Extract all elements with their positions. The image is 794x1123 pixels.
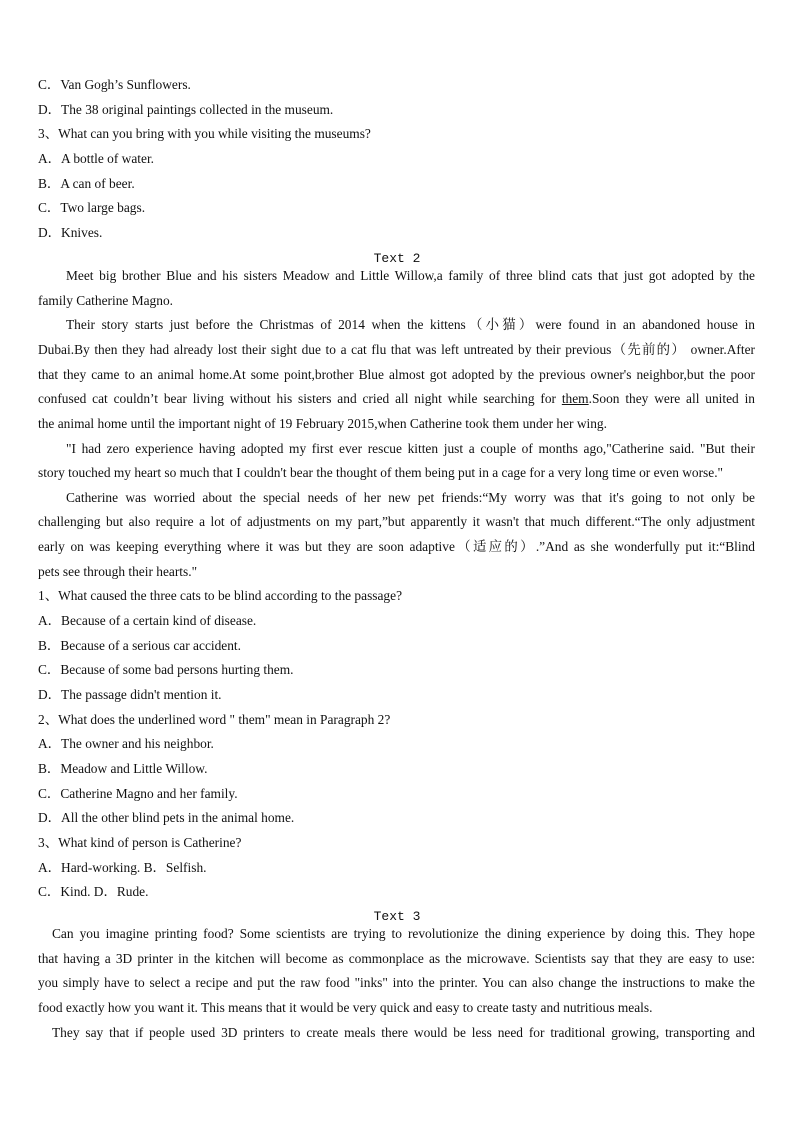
answer-option: C．Two large bags. [38,200,146,215]
paragraph-line: Catherine was worried about the special needs of her new pet friends:“My worry was that it's going to not only be [66,490,755,505]
paragraph-line: that they came to an animal home.At some point,brother Blue almost got adopted by the previous owner's neighbor,but the poor [38,367,755,382]
paragraph-line: the animal home until the important night of 19 February 2015,when Catherine took them under her wing. [38,416,607,431]
paragraph-line: Dubai.By then they had already lost their sight due to a cat flu that was left untreated by their previous（先前的） owner.After [38,342,755,357]
paragraph-line: early on was keeping everything where it was but they are soon adaptive（适应的）.”And as she wonderfully put it:“Blind [38,539,755,554]
paragraph-line: that having a 3D printer in the kitchen will become as commonplace as the microwave. Scientists say that they are easy to use: [38,951,755,966]
answer-option: C．Because of some bad persons hurting them. [38,662,294,677]
answer-option: A．A bottle of water. [38,151,155,166]
answer-option: A．Because of a certain kind of disease. [38,613,257,628]
answer-option: D．All the other blind pets in the animal home. [38,810,295,825]
answer-option: B．Meadow and Little Willow. [38,761,208,776]
answer-option: D．Knives. [38,225,103,240]
paragraph-line: food exactly how you want it. This means that it would be very quick and easy to create tasty and nutritious meals. [38,1000,653,1015]
paragraph-line: Can you imagine printing food? Some scientists are trying to revolutionize the dining experience by doing this. They hope [52,926,755,941]
answer-option: C．Catherine Magno and her family. [38,786,238,801]
underlined-word: them [561,391,589,406]
paragraph-line: story touched my heart so much that I couldn't bear the thought of them being put in a cage for a very long time or even worse." [38,465,724,480]
question: 3、What can you bring with you while visiting the museums? [38,126,371,141]
paragraph-line: pets see through their hearts." [38,564,198,579]
paragraph-line: "I had zero experience having adopted my first ever rescue kitten just a couple of months ago,"Catherine said. "But their [66,441,755,456]
paragraph-line: Meet big brother Blue and his sisters Meadow and Little Willow,a family of three blind cats that just got adopted by the [66,268,755,283]
question: 3、What kind of person is Catherine? [38,835,242,850]
answer-option: C．Kind. D．Rude. [38,884,149,899]
answer-option: A．The owner and his neighbor. [38,736,214,751]
paragraph-line: Their story starts just before the Christmas of 2014 when the kittens（小猫）were found in an abandoned house in [66,317,755,332]
paragraph-line: They say that if people used 3D printers to create meals there would be less need for traditional growing, transporting and [52,1025,755,1040]
section-title: Text 2 [373,251,421,266]
question: 2、What does the underlined word " them" mean in Paragraph 2? [38,712,391,727]
answer-option: A．Hard-working. B．Selfish. [38,860,207,875]
answer-option: D．The 38 original paintings collected in the museum. [38,102,334,117]
paragraph-line: confused cat couldn’t bear living without his sisters and cried all night while searching for them.Soon they were all united in [38,391,755,406]
answer-option: D．The passage didn't mention it. [38,687,222,702]
answer-option: C．Van Gogh’s Sunflowers. [38,77,191,92]
answer-option: B．Because of a serious car accident. [38,638,242,653]
section-title: Text 3 [373,909,421,924]
answer-option: B．A can of beer. [38,176,135,191]
paragraph-line: you simply have to select a recipe and put the raw food "inks" into the printer. You can also change the instructions to make the [38,975,755,990]
paragraph-line: family Catherine Magno. [38,293,173,308]
question: 1、What caused the three cats to be blind according to the passage? [38,588,403,603]
paragraph-line: challenging but also require a lot of adjustments on my part,”but apparently it wasn't that much different.“The only adjustment [38,514,755,529]
